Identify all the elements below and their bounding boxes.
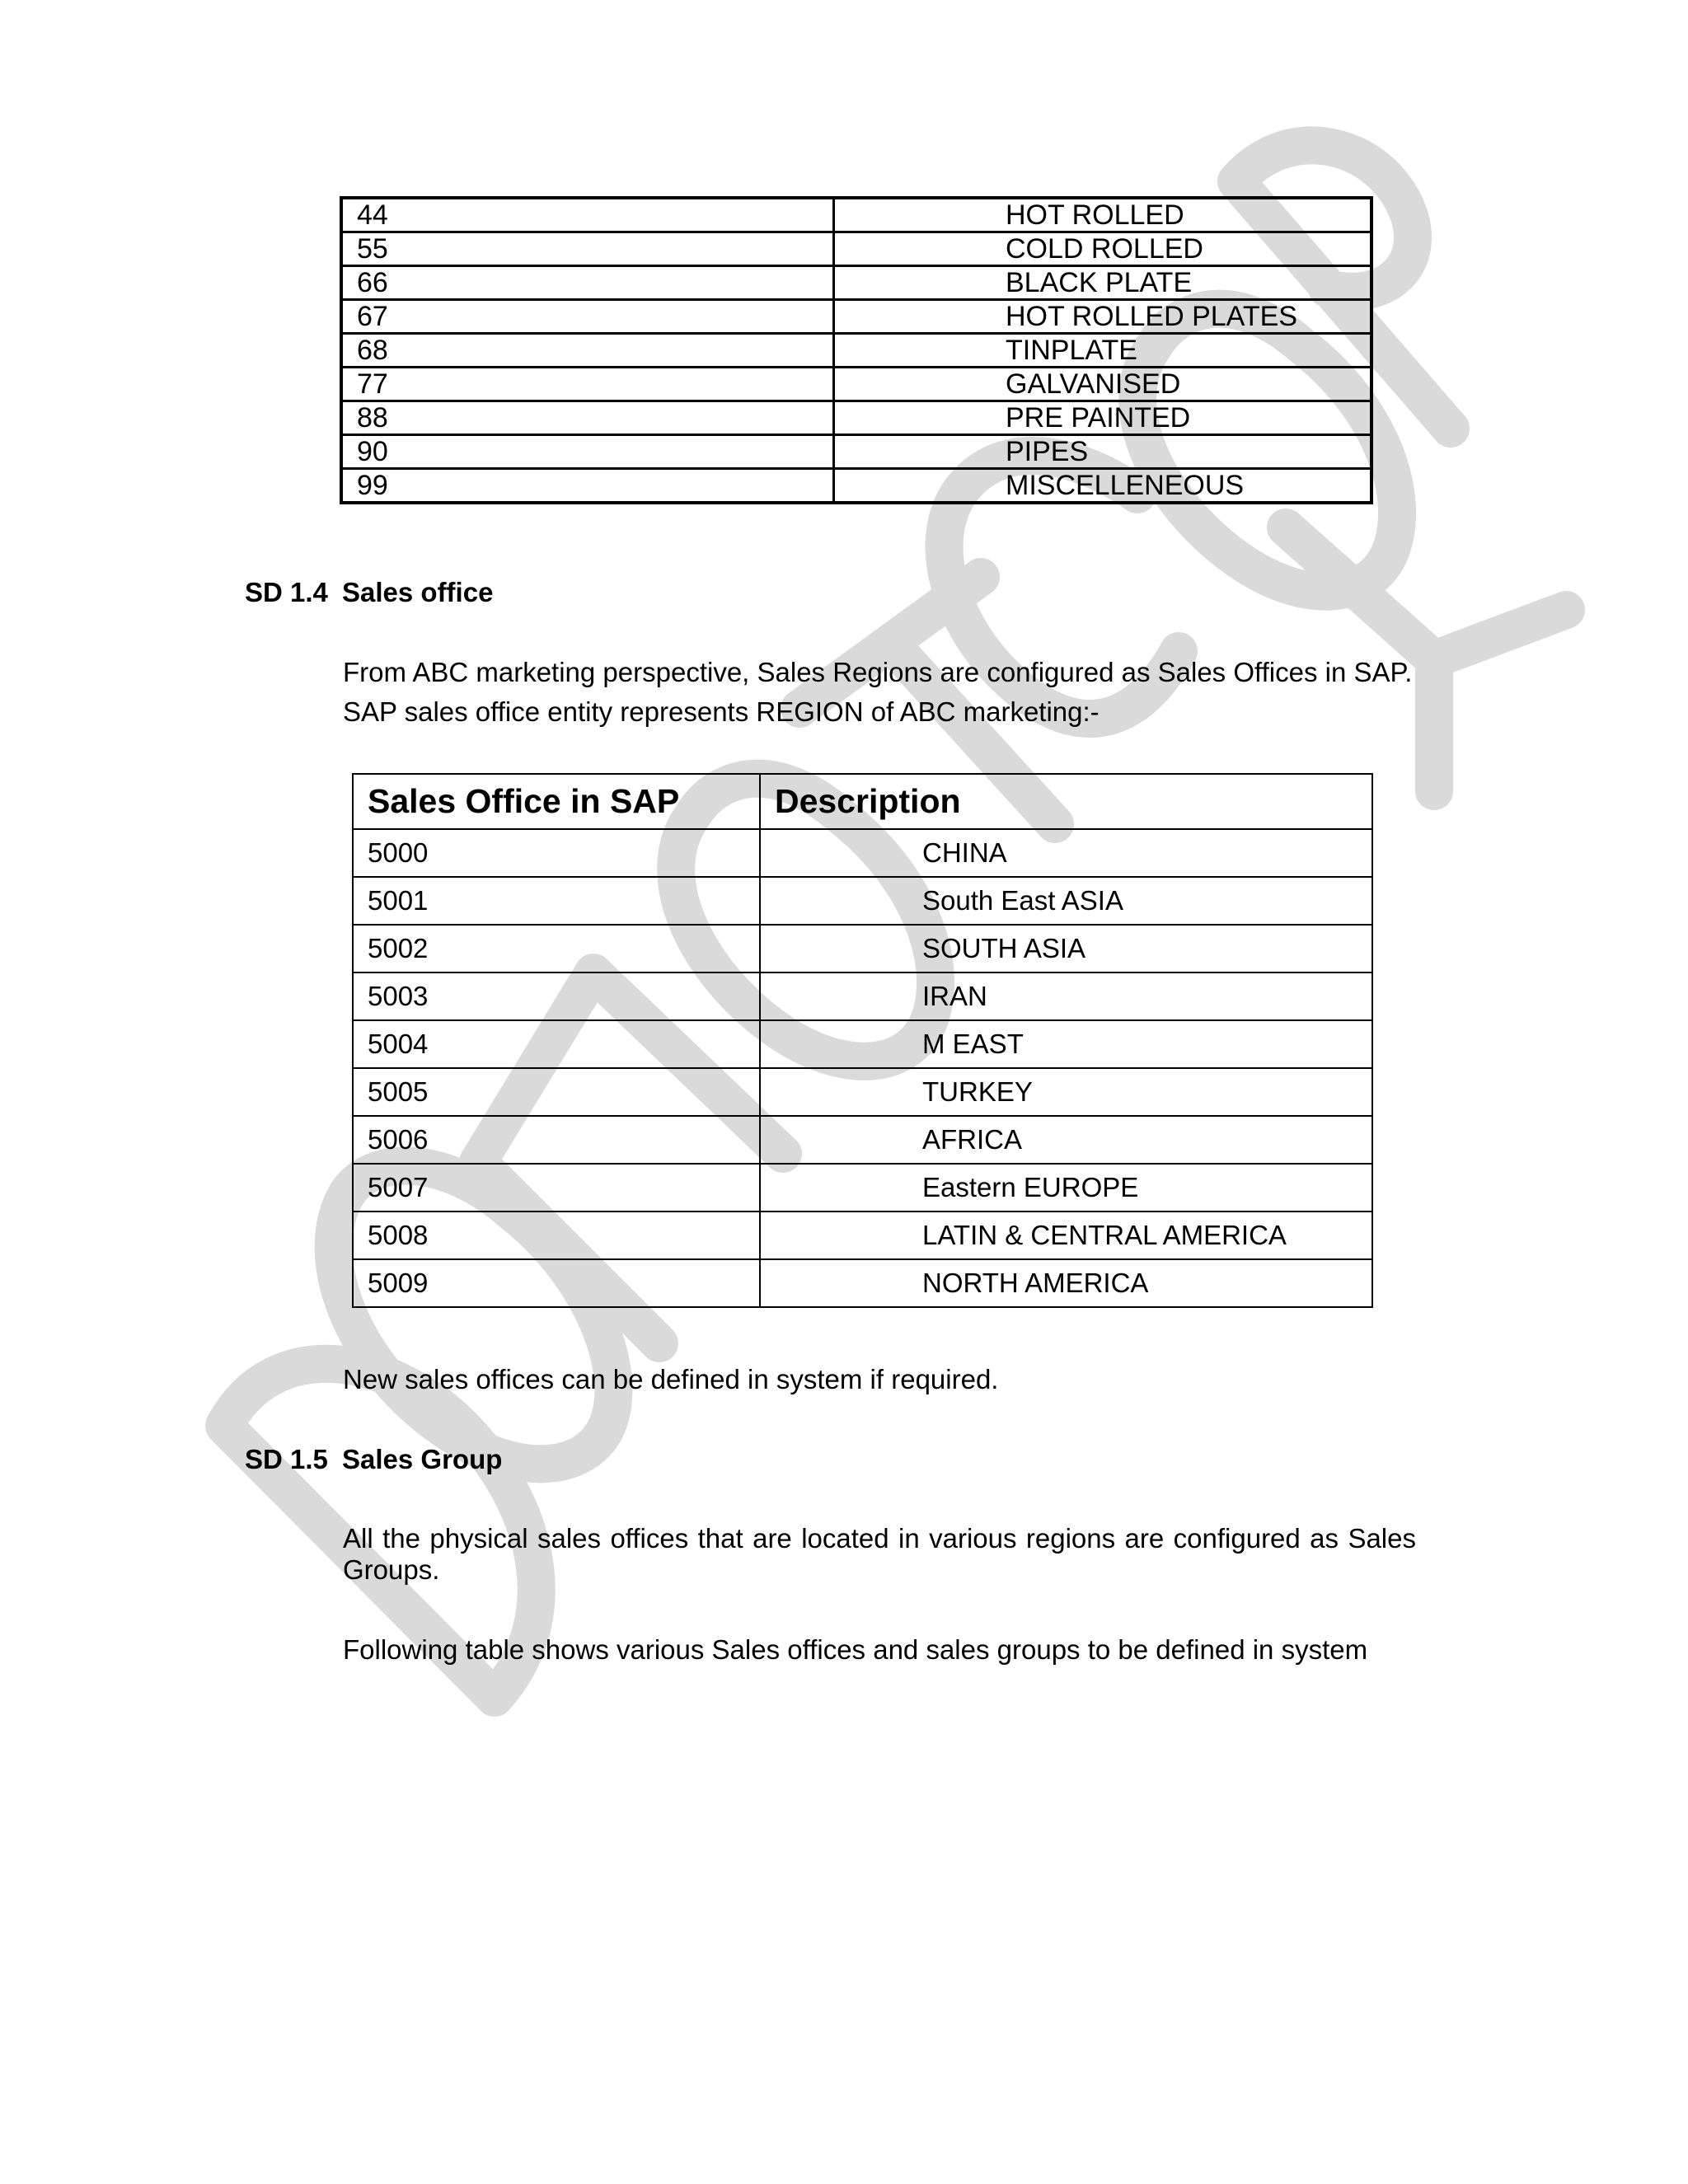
- table-row: [353, 829, 1372, 877]
- table-row: [341, 232, 1372, 266]
- office-code-cell: 5007: [353, 1164, 760, 1212]
- table-row: [353, 1259, 1372, 1307]
- office-code-cell: 5004: [353, 1020, 760, 1068]
- product-description-cell: PIPES: [834, 435, 1372, 469]
- column-header: Description: [760, 774, 1372, 829]
- product-description-cell: MISCELLENEOUS: [834, 469, 1372, 504]
- sales-group-table-intro: Following table shows various Sales offices and sales groups to be defined in system: [343, 1634, 1368, 1665]
- product-code-cell: 66: [341, 266, 834, 300]
- office-code-cell: 5008: [353, 1212, 760, 1259]
- office-code-cell: 5003: [353, 972, 760, 1020]
- office-code-cell: 5005: [353, 1068, 760, 1116]
- product-description-cell: GALVANISED: [834, 368, 1372, 401]
- table-row: [353, 1164, 1372, 1212]
- product-code-table: [340, 196, 1373, 504]
- sales-office-table: [352, 773, 1373, 1308]
- office-description-cell: Eastern EUROPE: [760, 1164, 1372, 1212]
- table-row: [353, 972, 1372, 1020]
- product-code-cell: 90: [341, 435, 834, 469]
- product-description-cell: HOT ROLLED PLATES: [834, 300, 1372, 334]
- product-code-cell: 67: [341, 300, 834, 334]
- office-description-cell: South East ASIA: [760, 877, 1372, 925]
- office-description-cell: NORTH AMERICA: [760, 1259, 1372, 1307]
- table-row: [341, 198, 1372, 232]
- product-description-cell: COLD ROLLED: [834, 232, 1372, 266]
- table-row: [353, 1116, 1372, 1164]
- paragraph-line: Groups.: [343, 1554, 440, 1585]
- section-number: SD 1.4: [245, 577, 328, 607]
- sales-office-note: New sales offices can be defined in system if required.: [343, 1364, 999, 1394]
- section-title: Sales office: [342, 577, 494, 607]
- office-code-cell: 5002: [353, 925, 760, 972]
- table-row: [341, 401, 1372, 435]
- office-description-cell: TURKEY: [760, 1068, 1372, 1116]
- intro-line: SAP sales office entity represents REGION of ABC marketing:-: [343, 696, 1100, 727]
- office-description-cell: IRAN: [760, 972, 1372, 1020]
- product-code-cell: 68: [341, 334, 834, 368]
- office-description-cell: M EAST: [760, 1020, 1372, 1068]
- product-description-cell: TINPLATE: [834, 334, 1372, 368]
- product-code-cell: 88: [341, 401, 834, 435]
- product-description-cell: BLACK PLATE: [834, 266, 1372, 300]
- section-number: SD 1.5: [245, 1444, 328, 1474]
- office-description-cell: CHINA: [760, 829, 1372, 877]
- office-description-cell: AFRICA: [760, 1116, 1372, 1164]
- product-code-cell: 99: [341, 469, 834, 504]
- table-row: [353, 1212, 1372, 1259]
- office-code-cell: 5006: [353, 1116, 760, 1164]
- product-code-cell: 77: [341, 368, 834, 401]
- table-row: [341, 435, 1372, 469]
- product-description-cell: PRE PAINTED: [834, 401, 1372, 435]
- table-row: [341, 266, 1372, 300]
- section-heading-sales-group: [245, 1444, 502, 1475]
- table-row: [341, 300, 1372, 334]
- product-code-cell: 44: [341, 198, 834, 232]
- table-row: [341, 368, 1372, 401]
- table-row: [353, 1020, 1372, 1068]
- table-row: [353, 1068, 1372, 1116]
- office-code-cell: 5001: [353, 877, 760, 925]
- office-description-cell: LATIN & CENTRAL AMERICA: [760, 1212, 1372, 1259]
- product-code-cell: 55: [341, 232, 834, 266]
- table-header-row: [353, 774, 1372, 829]
- office-code-cell: 5000: [353, 829, 760, 877]
- table-row: [353, 925, 1372, 972]
- section-heading-sales-office: [245, 577, 493, 608]
- table-row: [353, 877, 1372, 925]
- section-title: Sales Group: [342, 1444, 503, 1474]
- office-description-cell: SOUTH ASIA: [760, 925, 1372, 972]
- sales-group-paragraph: [343, 1523, 1416, 1586]
- sales-office-intro: [343, 653, 1412, 732]
- intro-line: From ABC marketing perspective, Sales Regions are configured as Sales Offices in SAP.: [343, 657, 1413, 687]
- product-description-cell: HOT ROLLED: [834, 198, 1372, 232]
- office-code-cell: 5009: [353, 1259, 760, 1307]
- paragraph-line: All the physical sales offices that are located in various regions are configured as Sales: [343, 1523, 1416, 1554]
- table-row: [341, 334, 1372, 368]
- table-row: [341, 469, 1372, 504]
- column-header: Sales Office in SAP: [353, 774, 760, 829]
